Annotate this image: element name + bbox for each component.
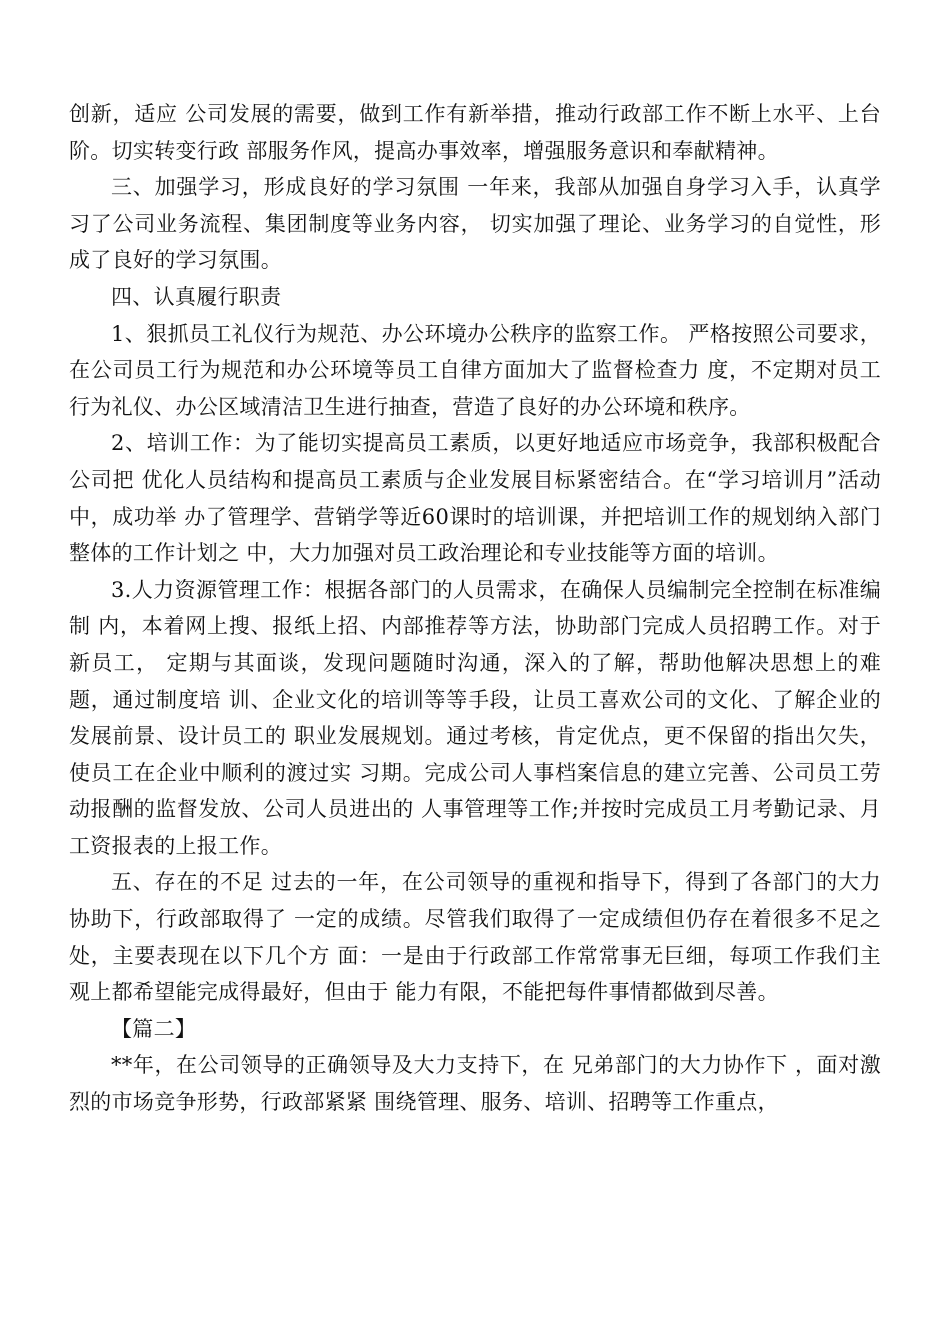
paragraph-continuation: 创新，适应 公司发展的需要，做到工作有新举措，推动行政部工作不断上水平、上台阶。切实转变行政 部服务作风，提高办事效率，增强服务意识和奉献精神。: [69, 102, 881, 163]
paragraph-part-two-intro: **年，在公司领导的正确领导及大力支持下，在 兄弟部门的大力协作下 ，面对激烈的市场竞争形势，行政部紧紧 围绕管理、服务、培训、招聘等工作重点，: [69, 1053, 881, 1115]
heading-section-four: 四、认真履行职责: [111, 284, 282, 309]
paragraph-item-one: 1、狠抓员工礼仪行为规范、办公环境办公秩序的监察工作。 严格按照公司要求，在公司员工行为规范和办公环境等员工自律方面加大了监督检查力 度，不定期对员工行为礼仪、办公区域清洁卫生进行抽查，营造了良好的办公环境和秩序。: [69, 321, 881, 419]
document-body: [69, 96, 881, 1121]
paragraph-section-five: 五、存在的不足 过去的一年，在公司领导的重视和指导下，得到了各部门的大力协助下，行政部取得了 一定的成绩。尽管我们取得了一定成绩但仍存在着很多不足之处，主要表现在以下几个方 面：一是由于行政部工作常常事无巨细，每项工作我们主观上都希望能完成得最好，但由于 能力有限，不能把每件事情都做到尽善。: [69, 870, 881, 1005]
heading-part-two: 【篇二】: [111, 1016, 197, 1041]
paragraph-item-three: 3.人力资源管理工作：根据各部门的人员需求，在确保人员编制完全控制在标准编制 内，本着网上搜、报纸上招、内部推荐等方法，协助部门完成人员招聘工作。对于新员工， 定期与其面谈，发现问题随时沟通，深入的了解，帮助他解决思想上的难题，通过制度培 训、企业文化的培训等等手段，让员工喜欢公司的文化、了解企业的发展前景、设计员工的 职业发展规划。通过考核，肯定优点，更不保留的指出欠失，使员工在企业中顺利的渡过实 习期。完成公司人事档案信息的建立完善、公司员工劳动报酬的监督发放、公司人员进出的 人事管理等工作;并按时完成员工月考勤记录、月工资报表的上报工作。: [69, 577, 881, 858]
paragraph-section-three: 三、加强学习，形成良好的学习氛围 一年来，我部从加强自身学习入手，认真学习了公司业务流程、集团制度等业务内容， 切实加强了理论、业务学习的自觉性，形成了良好的学习氛围。: [69, 175, 881, 273]
paragraph-item-two: 2、培训工作：为了能切实提高员工素质，以更好地适应市场竞争，我部积极配合公司把 优化人员结构和提高员工素质与企业发展目标紧密结合。在“学习培训月”活动中，成功举 办了管理学、营销学等近60课时的培训课，并把培训工作的规划纳入部门整体的工作计划之 中，大力加强对员工政治理论和专业技能等方面的培训。: [69, 431, 881, 566]
